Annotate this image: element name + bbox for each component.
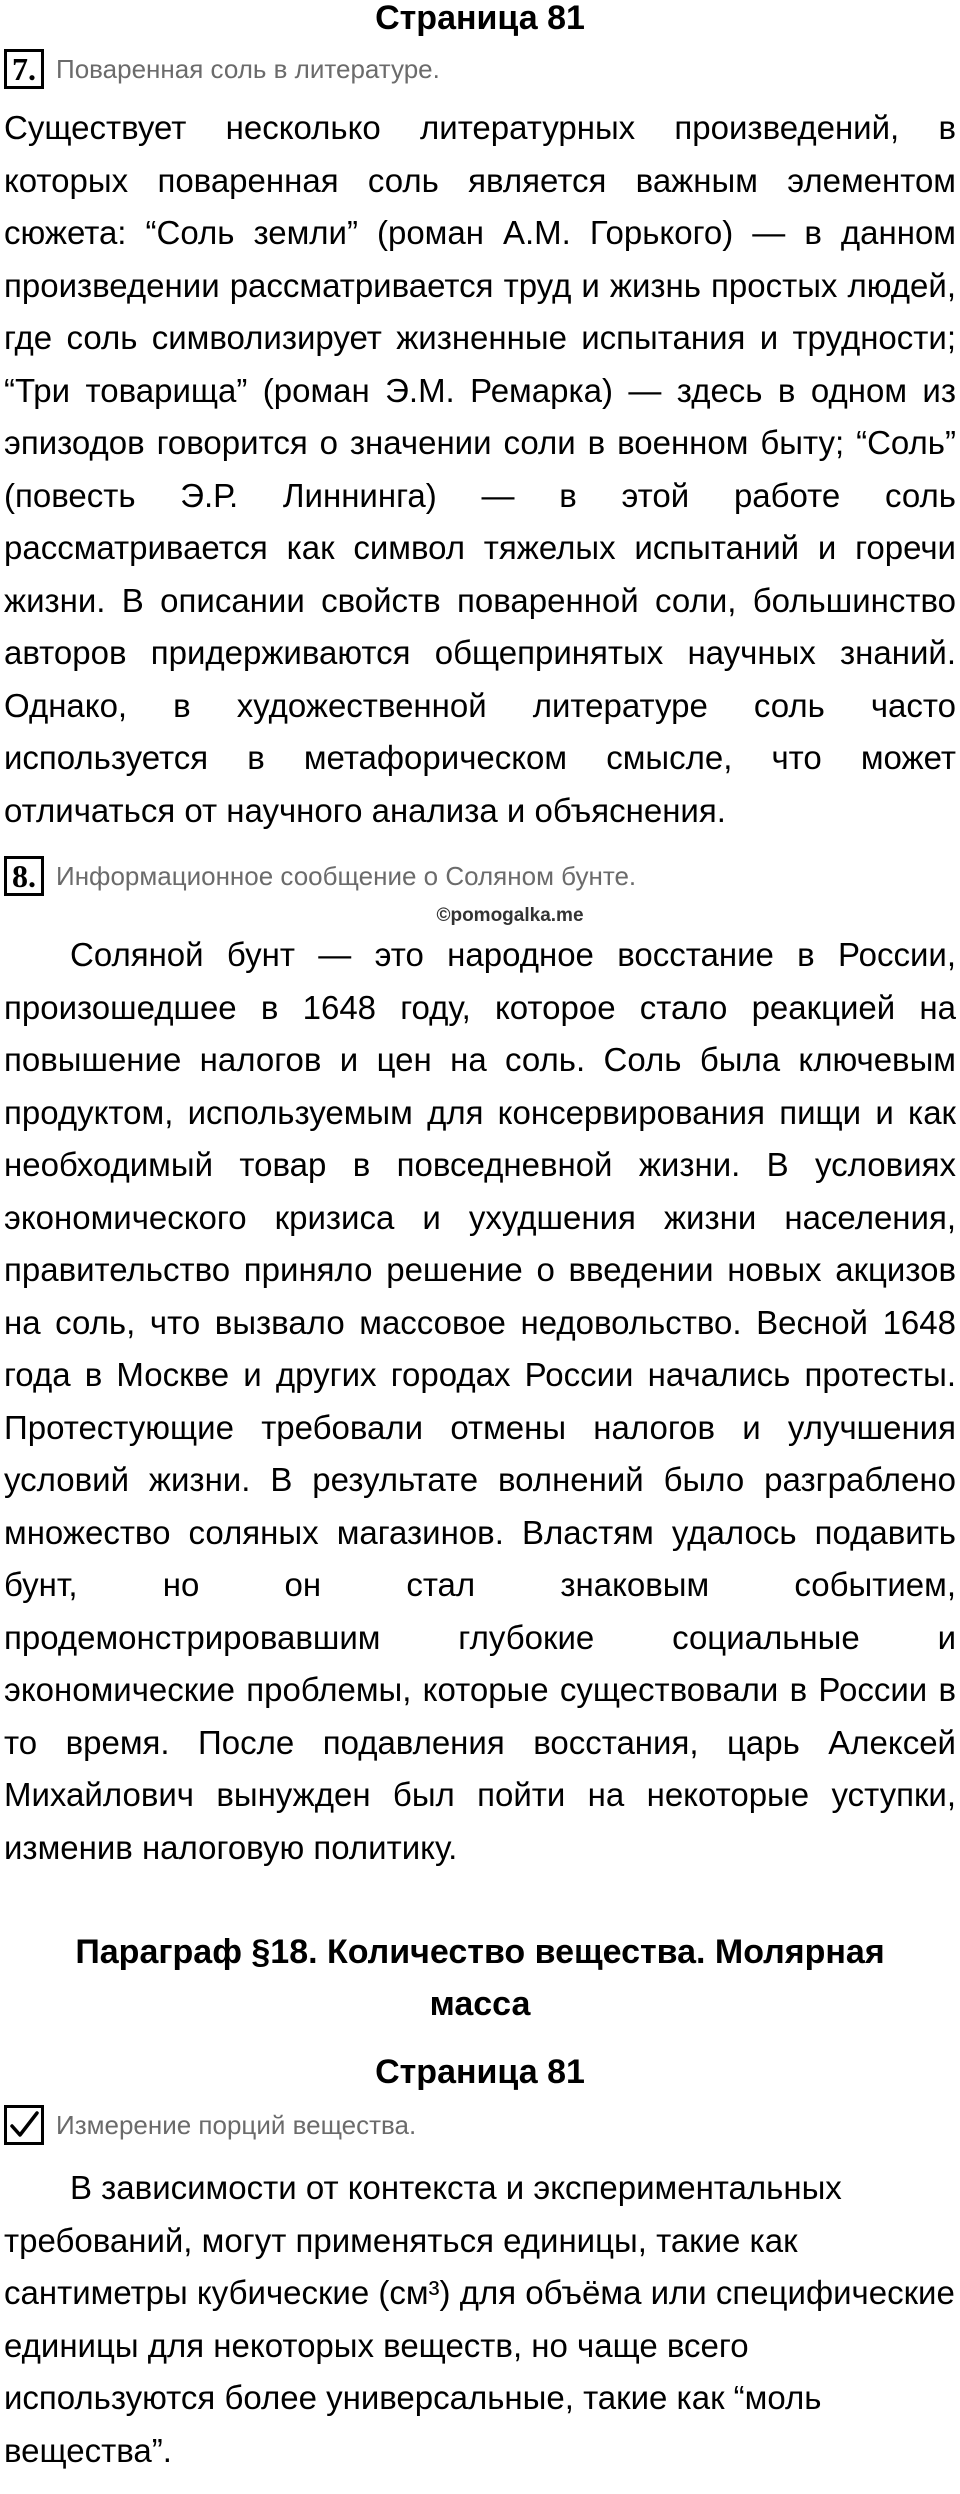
task-7-header (0, 44, 960, 94)
task-title: Поваренная соль в литературе. (56, 53, 440, 84)
task-7-text: Существует несколько литературных произведений, в которых поваренная соль является важным элементом сюжета: “Соль земли” (роман А.М. Горького) — в данном произведении рассматривается труд и жизнь простых людей, где соль символизирует жизненные испытания и трудности; “Три товарища” (роман Э.М. Ремарка) — здесь в одном из эпизодов говорится о значении соли в военном быту; “Соль” (повесть Э.Р. Линнинга) — в этой работе соль рассматривается как символ тяжелых испытаний и горечи жизни. В описании свойств поваренной соли, большинство авторов придерживаются общепринятых научных знаний. Однако, в художественной литературе соль часто используется в метафорическом смысле, что может отличаться от научного анализа и объяснения. (4, 109, 956, 829)
task-title: Информационное сообщение о Соляном бунте. (56, 860, 637, 891)
page-heading: Страница 81 (375, 0, 585, 37)
page-heading: Страница 81 (375, 2053, 585, 2091)
task-number-box: 8. (4, 856, 44, 896)
task-8-text: Соляной бунт — это народное восстание в России, произошедшее в 1648 году, которое стало реакцией на повышение налогов и цен на соль. Соль была ключевым продуктом, используемым для консервирования пищи и как необходимый товар в повседневной жизни. В условиях экономического кризиса и ухудшения жизни населения, правительство приняло решение о введении новых акцизов на соль, что вызвало массовое недовольство. Весной 1648 года в Москве и других городах России начались протесты. Протестующие требовали отмены налогов и улучшения условий жизни. В результате волнений было разграблено множество соляных магазинов. Властям удалось подавить бунт, но он стал знаковым событием, продемонстрировавшим глубокие социальные и экономические проблемы, которые существовали в России в то время. После подавления восстания, царь Алексей Михайлович вынужден был пойти на некоторые уступки, изменив налоговую политику. (4, 936, 956, 1866)
section-title: Параграф §18. Количество вещества. Молярная масса (75, 1933, 885, 2023)
checkmark-icon (4, 2105, 44, 2145)
task-8-header (0, 851, 960, 901)
task-number-box: 7. (4, 49, 44, 89)
watermark: ©pomogalka.me (436, 905, 584, 926)
check-task-text: В зависимости от контекста и экспериментальных требований, могут применяться единицы, такие как сантиметры кубические (см³) для объёма или специфические единицы для некоторых веществ, но чаще всего используются более универсальные, такие как “моль вещества”. (4, 2169, 955, 2469)
check-task-header (0, 2100, 960, 2150)
task-title: Измерение порций вещества. (56, 2109, 417, 2140)
